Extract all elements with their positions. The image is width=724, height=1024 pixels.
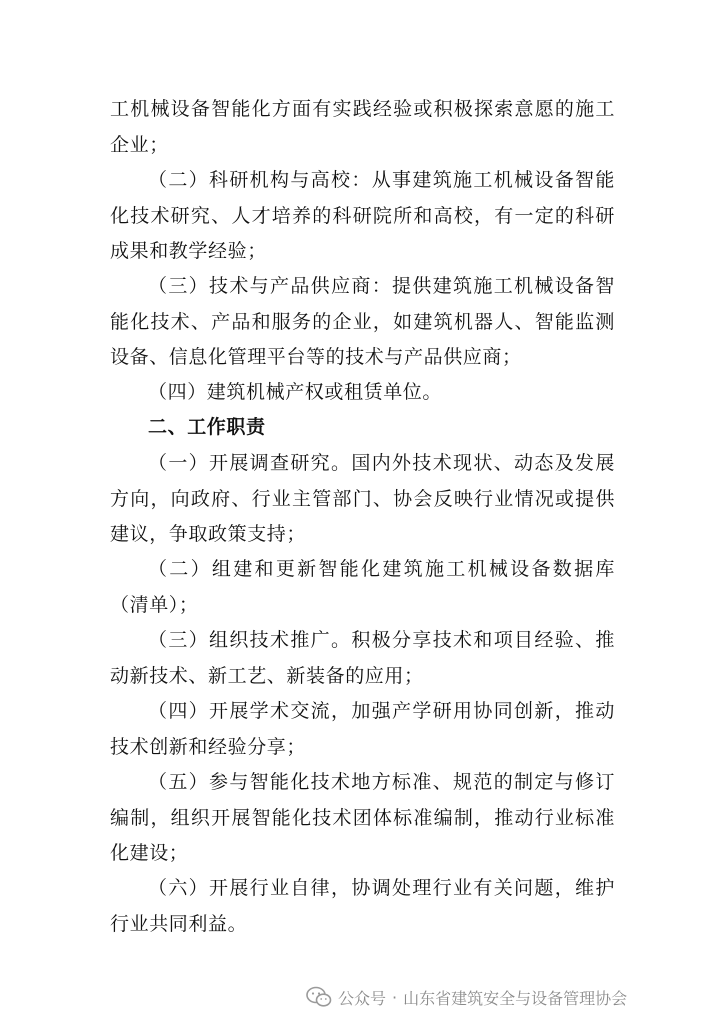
wechat-icon: [306, 986, 332, 1008]
paragraph-suppliers: （三）技术与产品供应商：提供建筑施工机械设备智能化技术、产品和服务的企业，如建筑机器人、智能监测设备、信息化管理平台等的技术与产品供应商；: [110, 275, 615, 368]
paragraph-continuation: 工机械设备智能化方面有实践经验或积极探索意愿的施工企业；: [110, 98, 615, 156]
paragraph-duty-standards: （五）参与智能化技术地方标准、规范的制定与修订编制，组织开展智能化技术团体标准编制，推动行业标准化建设；: [110, 771, 615, 864]
paragraph-duty-database: （二）组建和更新智能化建筑施工机械设备数据库（清单）；: [110, 558, 615, 616]
paragraph-duty-self-discipline: （六）开展行业自律，协调处理行业有关问题，维护行业共同利益。: [110, 877, 615, 935]
paragraph-research-institutions: （二）科研机构与高校：从事建筑施工机械设备智能化技术研究、人才培养的科研院所和高校，有一定的科研成果和教学经验；: [110, 169, 615, 262]
footer-label: 公众号: [338, 988, 387, 1008]
paragraph-duty-promotion: （三）组织技术推广。积极分享技术和项目经验、推动新技术、新工艺、新装备的应用；: [110, 629, 615, 687]
paragraph-duty-exchange: （四）开展学术交流，加强产学研用协同创新，推动技术创新和经验分享；: [110, 700, 615, 758]
section-heading-duties: 二、工作职责: [148, 416, 266, 438]
paragraph-duty-research: （一）开展调查研究。国内外技术现状、动态及发展方向，向政府、行业主管部门、协会反映行业情况或提供建议，争取政策支持；: [110, 452, 615, 545]
footer-separator: ·: [392, 987, 398, 1007]
watermark-footer: [306, 984, 627, 1010]
paragraph-leasing-units: （四）建筑机械产权或租赁单位。: [148, 381, 443, 403]
footer-account-name: 山东省建筑安全与设备管理协会: [403, 988, 628, 1008]
